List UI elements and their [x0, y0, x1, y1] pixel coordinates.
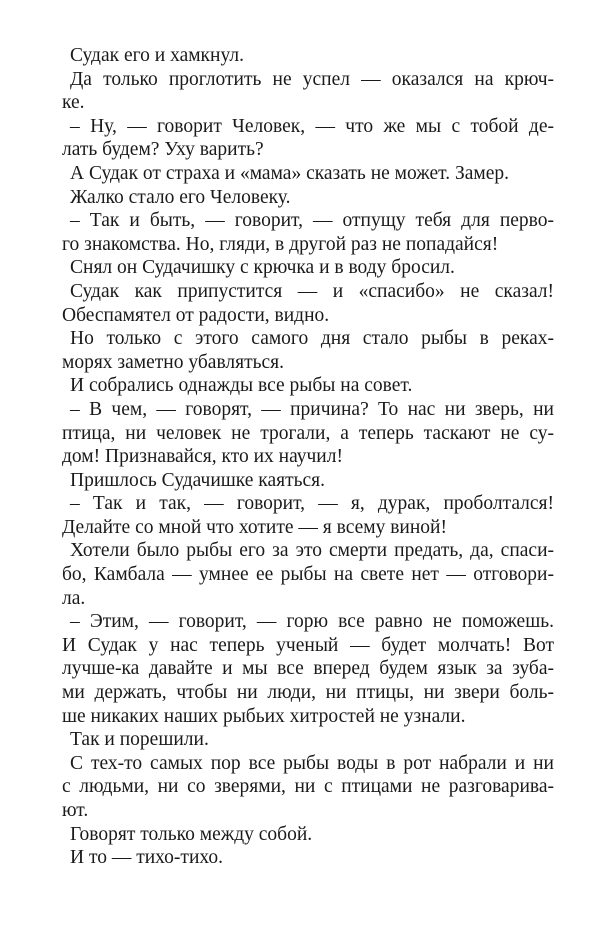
text-line: Да только проглотить не успел — оказался на крюч-: [70, 68, 554, 90]
text-line: птица, ни человек не трогали, а теперь таскают не су-: [62, 422, 554, 444]
text-line: – В чем, — говорят, — причина? То нас ни зверь, ни: [70, 398, 554, 420]
text-line: – Этим, — говорит, — горю все равно не поможешь.: [70, 611, 554, 633]
text-line: дом! Признавайся, кто их научил!: [62, 446, 343, 468]
text-line: И Судак у нас теперь ученый — будет молчать! Вот: [62, 634, 554, 656]
text-line: Снял он Судачишку с крючка и в воду бросил.: [70, 257, 455, 279]
text-line: ке.: [62, 92, 85, 114]
story-text: [62, 44, 554, 870]
text-line: Судак как припустится — и «спасибо» не сказал!: [70, 280, 554, 302]
text-line: Хотели было рыбы его за это смерти предать, да, спаси-: [70, 540, 554, 562]
text-line: Жалко стало его Человеку.: [70, 186, 291, 208]
text-line: А Судак от страха и «мама» сказать не может. Замер.: [70, 162, 509, 184]
text-line: Судак его и хамкнул.: [70, 45, 244, 66]
text-line: Пришлось Судачишке каяться.: [70, 469, 326, 491]
text-line: го знакомства. Но, гляди, в другой раз не попадайся!: [62, 233, 499, 255]
text-line: с людьми, ни со зверями, ни с птицами не разговарива-: [62, 776, 554, 798]
text-line: И собрались однажды все рыбы на совет.: [70, 375, 413, 397]
text-line: лать будем? Уху варить?: [62, 139, 264, 161]
text-line: – Так и быть, — говорит, — отпущу тебя для перво-: [70, 210, 554, 232]
text-line: Говорят только между собой.: [70, 823, 313, 845]
text-line: И то — тихо-тихо.: [70, 847, 224, 869]
text-line: морях заметно убавляться.: [62, 351, 285, 373]
text-line: бо, Камбала — умнее ее рыбы на свете нет — отговори-: [62, 564, 554, 586]
text-line: Обеспамятел от радости, видно.: [62, 304, 330, 326]
text-line: – Так и так, — говорит, — я, дурак, проболтался!: [70, 493, 554, 515]
text-line: Так и порешили.: [70, 729, 209, 751]
text-line: ла.: [62, 587, 86, 609]
text-line: ми держать, чтобы ни люди, ни птицы, ни звери боль-: [62, 682, 554, 704]
text-line: ют.: [62, 800, 89, 821]
text-line: лучше-ка давайте и мы все вперед будем язык за зуба-: [62, 658, 554, 680]
text-line: Делайте со мной что хотите — я всему виной!: [62, 516, 447, 538]
text-line: С тех-то самых пор все рыбы воды в рот набрали и ни: [70, 752, 554, 774]
text-line: – Ну, — говорит Человек, — что же мы с тобой де-: [70, 115, 554, 137]
text-line: Но только с этого самого дня стало рыбы в реках-: [70, 328, 554, 350]
text-line: ше никаких наших рыбьих хитростей не узнали.: [62, 705, 466, 727]
